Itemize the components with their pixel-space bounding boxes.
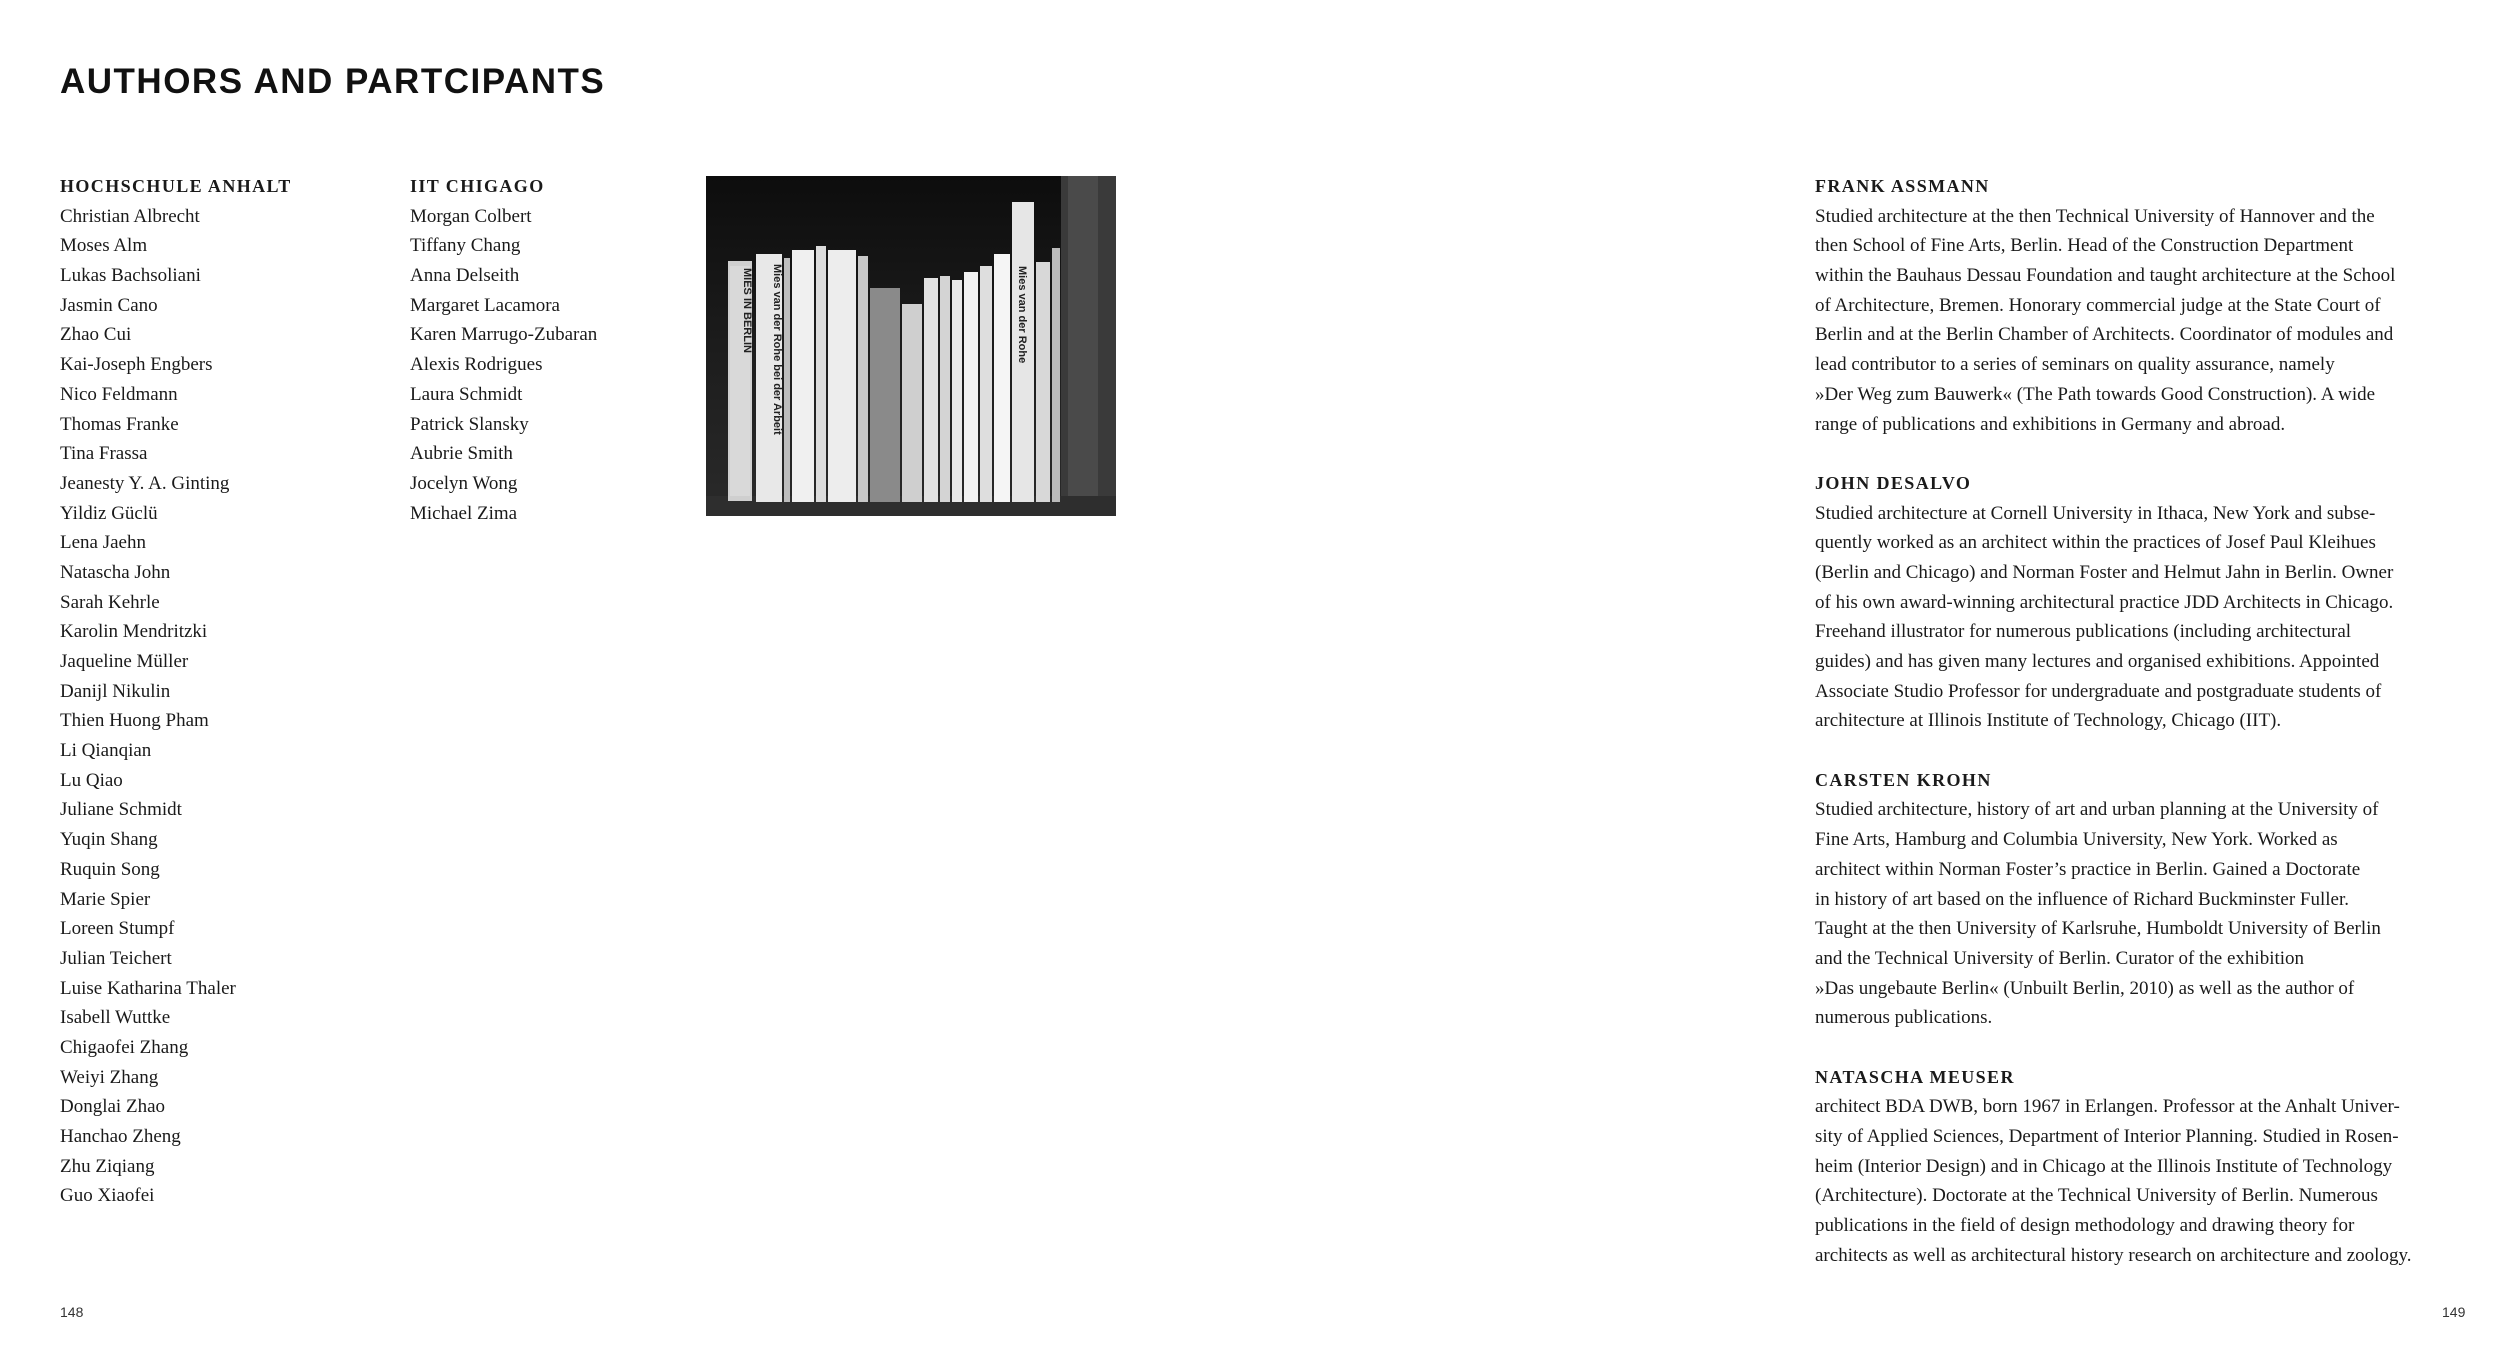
bio-text-line: lead contributor to a series of seminars on quality assurance, namely bbox=[1815, 354, 2335, 376]
author-bio bbox=[1815, 469, 2465, 736]
participant-name: Karolin Mendritzki bbox=[60, 621, 208, 643]
participant-name: Isabell Wuttke bbox=[60, 1007, 171, 1029]
participant-name: Chigaofei Zhang bbox=[60, 1036, 189, 1058]
bio-text-line: within the Bauhaus Dessau Foundation and taught architecture at the School bbox=[1815, 265, 2396, 287]
bio-text-line: and the Technical University of Berlin. Curator of the exhibition bbox=[1815, 947, 2305, 969]
participant-name: Guo Xiaofei bbox=[60, 1185, 155, 1207]
participant-name: Nico Feldmann bbox=[60, 383, 178, 405]
bio-text-line: in history of art based on the influence of Richard Buckminster Fuller. bbox=[1815, 888, 2349, 910]
participant-name: Luise Katharina Thaler bbox=[60, 977, 236, 999]
bio-text-line: »Das ungebaute Berlin« (Unbuilt Berlin, 2010) as well as the author of bbox=[1815, 977, 2355, 999]
bookshelf-photo bbox=[706, 176, 1116, 516]
participant-name: Loreen Stumpf bbox=[60, 918, 175, 940]
participant-name: Jasmin Cano bbox=[60, 294, 158, 316]
participant-name: Ruquin Song bbox=[60, 858, 160, 880]
page-title: AUTHORS AND PARTCIPANTS bbox=[60, 62, 606, 101]
iit-name-list bbox=[410, 202, 597, 529]
participant-name: Tiffany Chang bbox=[410, 235, 521, 257]
bio-text-line: heim (Interior Design) and in Chicago at the Illinois Institute of Technology bbox=[1815, 1155, 2393, 1177]
bio-text-line: Studied architecture, history of art and urban planning at the University of bbox=[1815, 799, 2379, 821]
participant-name: Aubrie Smith bbox=[410, 443, 513, 465]
participant-name: Sarah Kehrle bbox=[60, 591, 160, 613]
iit-column bbox=[410, 172, 597, 528]
bio-text-line: »Der Weg zum Bauwerk« (The Path towards Good Construction). A wide bbox=[1815, 383, 2376, 405]
bio-text-line: architect BDA DWB, born 1967 in Erlangen. Professor at the Anhalt Univer- bbox=[1815, 1096, 2400, 1118]
participant-name: Thomas Franke bbox=[60, 413, 179, 435]
bio-text-line: range of publications and exhibitions in Germany and abroad. bbox=[1815, 413, 2286, 435]
participant-name: Laura Schmidt bbox=[410, 383, 523, 405]
bio-text-line: architect within Norman Foster’s practice in Berlin. Gained a Doctorate bbox=[1815, 858, 2361, 880]
page-number-left: 148 bbox=[60, 1304, 84, 1320]
hochschule-heading: HOCHSCHULE ANHALT bbox=[60, 176, 292, 196]
bio-text-line: (Berlin and Chicago) and Norman Foster and Helmut Jahn in Berlin. Owner bbox=[1815, 561, 2394, 583]
participant-name: Jaqueline Müller bbox=[60, 651, 189, 672]
participant-name: Hanchao Zheng bbox=[60, 1126, 181, 1147]
participant-name: Weiyi Zhang bbox=[60, 1066, 159, 1088]
participant-name: Jocelyn Wong bbox=[410, 472, 518, 494]
spine-text-2: Mies van der Rohe bei der Arbeit bbox=[771, 264, 783, 435]
participant-name: Thien Huong Pham bbox=[60, 710, 209, 732]
bio-text-line: (Architecture). Doctorate at the Technical University of Berlin. Numerous bbox=[1815, 1185, 2378, 1207]
bio-text-line: numerous publications. bbox=[1815, 1007, 1993, 1029]
participant-name: Marie Spier bbox=[60, 888, 151, 910]
bio-text-line: sity of Applied Sciences, Department of Interior Planning. Studied in Rosen- bbox=[1815, 1126, 2399, 1147]
participant-name: Lena Jaehn bbox=[60, 532, 146, 554]
author-name: FRANK ASSMANN bbox=[1815, 176, 1990, 196]
participant-name: Zhao Cui bbox=[60, 324, 132, 346]
bio-text-line: guides) and has given many lectures and organised exhibitions. Appointed bbox=[1815, 651, 2380, 672]
participant-name: Anna Delseith bbox=[410, 265, 520, 287]
bio-text-line: quently worked as an architect within the practices of Josef Paul Kleihues bbox=[1815, 532, 2376, 554]
participant-name: Moses Alm bbox=[60, 235, 148, 257]
bio-text-line: Studied architecture at the then Technical University of Hannover and the bbox=[1815, 205, 2375, 227]
author-name: CARSTEN KROHN bbox=[1815, 769, 1992, 790]
spine-text-3: Mies van der Rohe bbox=[1016, 266, 1028, 364]
hochschule-column bbox=[60, 172, 292, 1211]
participant-name: Margaret Lacamora bbox=[410, 294, 560, 316]
author-name: NATASCHA MEUSER bbox=[1815, 1066, 2015, 1087]
participant-name: Michael Zima bbox=[410, 502, 518, 524]
bio-text-line: publications in the field of design methodology and drawing theory for bbox=[1815, 1215, 2355, 1237]
participant-name: Lukas Bachsoliani bbox=[60, 265, 201, 287]
participant-name: Jeanesty Y. A. Ginting bbox=[60, 472, 230, 494]
bio-text-line: of his own award-winning architectural practice JDD Architects in Chicago. bbox=[1815, 591, 2394, 613]
bio-text-line: architects as well as architectural history research on architecture and zoology. bbox=[1815, 1244, 2412, 1266]
biographies-column bbox=[1815, 172, 2465, 1300]
participant-name: Lu Qiao bbox=[60, 769, 123, 791]
participant-name: Julian Teichert bbox=[60, 947, 172, 969]
author-bio bbox=[1815, 766, 2465, 1033]
bio-text-line: Studied architecture at Cornell University in Ithaca, New York and subse- bbox=[1815, 502, 2376, 524]
spine-text-1: MIES IN BERLIN bbox=[741, 268, 753, 353]
bookshelf-illustration bbox=[706, 176, 1116, 516]
iit-heading: IIT CHIGAGO bbox=[410, 176, 545, 196]
participant-name: Li Qianqian bbox=[60, 740, 152, 762]
bio-text-line: Fine Arts, Hamburg and Columbia University, New York. Worked as bbox=[1815, 829, 2338, 851]
participant-name: Yildiz Güclü bbox=[60, 502, 158, 524]
hochschule-name-list bbox=[60, 202, 292, 1211]
author-bio bbox=[1815, 172, 2465, 439]
participant-name: Juliane Schmidt bbox=[60, 799, 182, 821]
author-bio bbox=[1815, 1063, 2465, 1271]
bio-text-line: Freehand illustrator for numerous publications (including architectural bbox=[1815, 621, 2352, 643]
bio-text-line: then School of Fine Arts, Berlin. Head of the Construction Department bbox=[1815, 235, 2354, 257]
bio-text-line: Taught at the then University of Karlsruhe, Humboldt University of Berlin bbox=[1815, 918, 2381, 940]
bio-text-line: Berlin and at the Berlin Chamber of Architects. Coordinator of modules and bbox=[1815, 324, 2394, 346]
bio-text-line: of Architecture, Bremen. Honorary commercial judge at the State Court of bbox=[1815, 294, 2381, 316]
participant-name: Danijl Nikulin bbox=[60, 680, 171, 702]
page-number-right: 149 bbox=[2442, 1304, 2466, 1320]
bio-text-line: Associate Studio Professor for undergraduate and postgraduate students of bbox=[1815, 680, 2382, 702]
participant-name: Tina Frassa bbox=[60, 443, 148, 465]
participant-name: Zhu Ziqiang bbox=[60, 1155, 155, 1177]
participant-name: Kai-Joseph Engbers bbox=[60, 354, 213, 376]
participant-name: Morgan Colbert bbox=[410, 205, 532, 227]
participant-name: Patrick Slansky bbox=[410, 413, 529, 435]
participant-name: Alexis Rodrigues bbox=[410, 354, 543, 376]
participant-name: Donglai Zhao bbox=[60, 1096, 166, 1118]
participant-name: Natascha John bbox=[60, 561, 171, 583]
participant-name: Karen Marrugo-Zubaran bbox=[410, 324, 598, 346]
author-name: JOHN DESALVO bbox=[1815, 472, 1972, 493]
participant-name: Yuqin Shang bbox=[60, 829, 158, 851]
bio-text-line: architecture at Illinois Institute of Technology, Chicago (IIT). bbox=[1815, 710, 2282, 732]
participant-name: Christian Albrecht bbox=[60, 205, 200, 227]
